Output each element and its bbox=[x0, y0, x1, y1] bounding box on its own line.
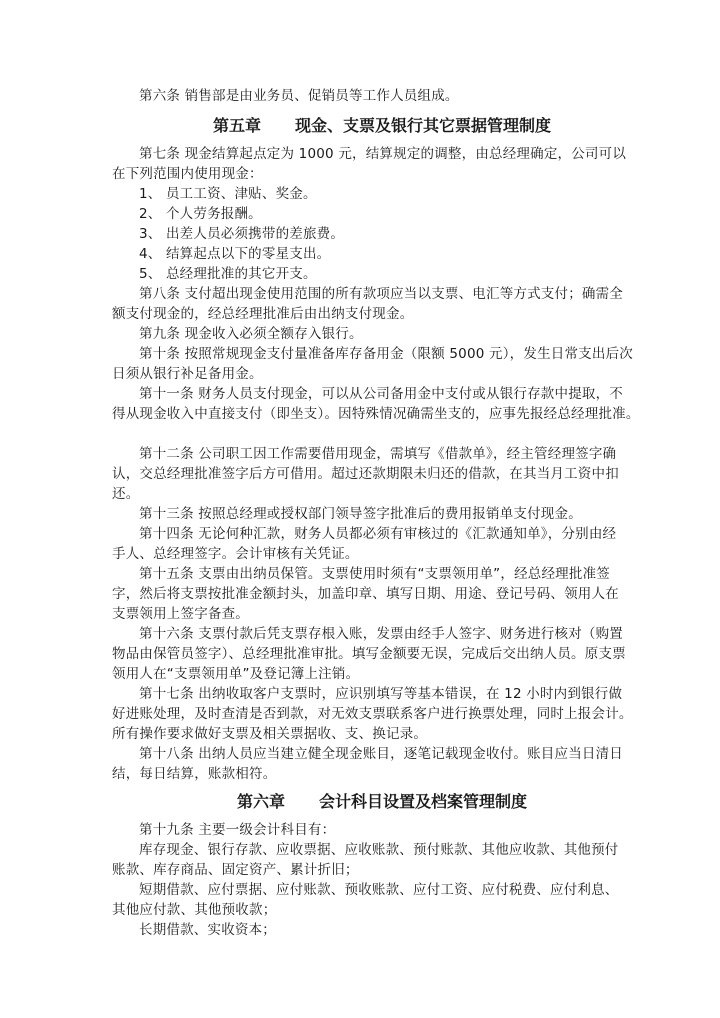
article-14-line-2: 手人、总经理签字。会计审核有关凭证。 bbox=[112, 546, 359, 562]
article-15-line-2: 字，然后将支票按批准金额封头，加盖印章、填写日期、用途、登记号码、领用人在 bbox=[112, 586, 619, 602]
article-16-line-1: 第十六条 支票付款后凭支票存根入账，发票由经手人签字、财务进行核对（购置 bbox=[139, 626, 623, 642]
chapter-5-title: 现金、支票及银行其它票据管理制度 bbox=[295, 116, 552, 135]
article-10-line-2: 日须从银行补足备用金。 bbox=[112, 366, 263, 382]
accounts-liabilities-line-1: 短期借款、应付票据、应付账款、预收账款、应付工资、应付税费、应付利息、 bbox=[139, 882, 619, 898]
list-item: 1、 员工工资、津贴、奖金。 bbox=[139, 186, 317, 202]
chapter-5-heading bbox=[112, 114, 652, 138]
article-16-line-2: 物品由保管员签字）、总经理批准审批。填写金额要无误，完成后交出纳人员。原支票 bbox=[112, 646, 626, 662]
article-12-line-3: 还。 bbox=[112, 486, 140, 502]
article-13: 第十三条 按照总经理或授权部门领导签字批准后的费用报销单支付现金。 bbox=[139, 506, 582, 522]
article-7-line-1: 第七条 现金结算起点定为 1000 元，结算规定的调整，由总经理确定，公司可以 bbox=[139, 146, 627, 162]
chapter-6-title: 会计科目设置及档案管理制度 bbox=[319, 792, 528, 811]
list-item: 4、 结算起点以下的零星支出。 bbox=[139, 246, 331, 262]
accounts-liabilities-line-2: 其他应付款、其他预收款； bbox=[112, 902, 277, 918]
article-14-line-1: 第十四条 无论何种汇款，财务人员都必须有审核过的《汇款通知单》，分别由经 bbox=[139, 526, 617, 542]
article-19: 第十九条 主要一级会计科目有： bbox=[139, 822, 336, 838]
article-16-line-3: 领用人在“支票领用单”及登记簿上注销。 bbox=[112, 666, 360, 682]
list-item: 5、 总经理批准的其它开支。 bbox=[139, 266, 317, 282]
article-12-line-1: 第十二条 公司职工因工作需要借用现金，需填写《借款单》，经主管经理签字确 bbox=[139, 446, 617, 462]
chapter-6-heading bbox=[112, 790, 652, 814]
article-15-line-1: 第十五条 支票由出纳员保管。支票使用时须有“支票领用单”，经总经理批准签 bbox=[139, 566, 610, 582]
list-item: 3、 出差人员必须携带的差旅费。 bbox=[139, 226, 345, 242]
chapter-5-number: 第五章 bbox=[212, 116, 261, 135]
list-item: 2、 个人劳务报酬。 bbox=[139, 206, 262, 222]
article-11-line-2: 得从现金收入中直接支付（即坐支）。因特殊情况确需坐支的，应事先报经总经理批准。 bbox=[112, 406, 640, 422]
article-15-line-3: 支票领用上签字备查。 bbox=[112, 606, 249, 622]
article-11-line-1: 第十一条 财务人员支付现金，可以从公司备用金中支付或从银行存款中提取，不 bbox=[139, 386, 623, 402]
article-8-line-2: 额支付现金的，经总经理批准后由出纳支付现金。 bbox=[112, 306, 414, 322]
article-7-line-2: 在下列范围内使用现金： bbox=[112, 166, 263, 182]
article-17-line-3: 所有操作要求做好支票及相关票据收、支、换记录。 bbox=[112, 726, 428, 742]
article-9: 第九条 现金收入必须全额存入银行。 bbox=[139, 326, 363, 342]
article-12-line-2: 认，交总经理批准签字后方可借用。超过还款期限未归还的借款，在其当月工资中扣 bbox=[112, 466, 619, 482]
article-18-line-2: 结，每日结算，账款相符。 bbox=[112, 766, 277, 782]
article-18-line-1: 第十八条 出纳人员应当建立健全现金账目，逐笔记载现金收付。账目应当日清日 bbox=[139, 746, 623, 762]
accounts-assets-line-1: 库存现金、银行存款、应收票据、应收账款、预付账款、其他应收款、其他预付 bbox=[139, 842, 619, 858]
article-6: 第六条 销售部是由业务员、促销员等工作人员组成。 bbox=[139, 88, 459, 104]
accounts-longterm-line: 长期借款、实收资本； bbox=[139, 922, 276, 938]
chapter-6-number: 第六章 bbox=[236, 792, 285, 811]
article-17-line-2: 好进账处理，及时查清是否到款，对无效支票联系客户进行换票处理，同时上报会计。 bbox=[112, 706, 633, 722]
article-17-line-1: 第十七条 出纳收取客户支票时，应识别填写等基本错误，在 12 小时内到银行做 bbox=[139, 686, 623, 702]
article-10-line-1: 第十条 按照常规现金支付量准备库存备用金（限额 5000 元），发生日常支出后次 bbox=[139, 346, 633, 362]
accounts-assets-line-2: 账款、库存商品、固定资产、累计折旧； bbox=[112, 862, 359, 878]
article-8-line-1: 第八条 支付超出现金使用范围的所有款项应当以支票、电汇等方式支付；确需全 bbox=[139, 286, 623, 302]
